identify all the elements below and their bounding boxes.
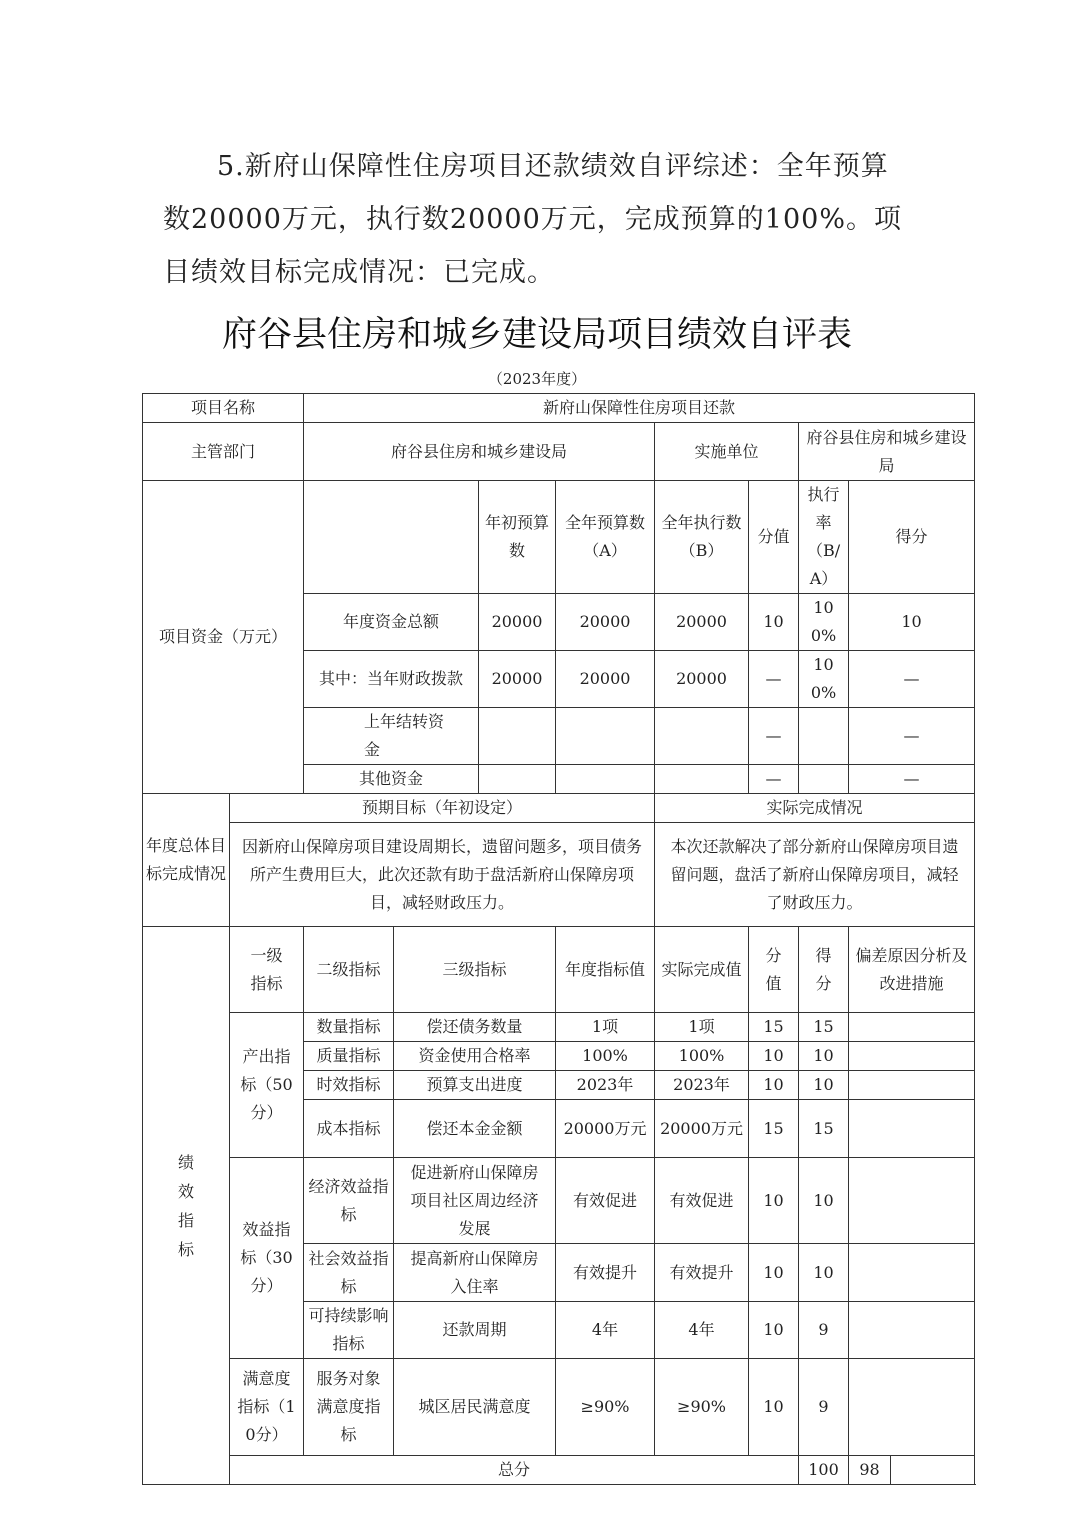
indicator-weight: 10 xyxy=(749,1071,799,1100)
perf-header-score xyxy=(799,927,849,1013)
indicator-target: 有效提升 xyxy=(556,1244,655,1302)
indicator-target: ≥90% xyxy=(556,1359,655,1456)
fund-weight: — xyxy=(749,708,799,765)
indicator-l2: 时效指标 xyxy=(304,1071,394,1100)
fund-header-executed: 全年执行数（B） xyxy=(655,481,749,594)
dept-label: 主管部门 xyxy=(143,423,304,481)
indicator-l2: 质量指标 xyxy=(304,1042,394,1071)
indicator-actual: 有效提升 xyxy=(655,1244,749,1302)
project-name-label: 项目名称 xyxy=(143,394,304,423)
indicator-weight: 10 xyxy=(749,1302,799,1359)
output-label xyxy=(230,1013,304,1158)
funds-label: 项目资金（万元） xyxy=(143,481,304,794)
fund-rate xyxy=(799,708,849,765)
goal-actual: 本次还款解决了部分新府山保障房项目遗留问题，盘活了新府山保障房项目，减轻了财政压力。 xyxy=(655,823,975,927)
indicator-note xyxy=(849,1158,975,1244)
fund-header-rate: 执行率（B/A） xyxy=(799,481,849,594)
total-note xyxy=(891,1456,975,1485)
indicator-l3: 促进新府山保障房项目社区周边经济发展 xyxy=(394,1158,556,1244)
indicator-note xyxy=(849,1042,975,1071)
fund-annual xyxy=(556,708,655,765)
indicator-weight: 10 xyxy=(749,1244,799,1302)
indicator-score: 10 xyxy=(799,1042,849,1071)
performance-table xyxy=(142,393,975,1485)
indicator-target: 1项 xyxy=(556,1013,655,1042)
indicator-l3: 预算支出进度 xyxy=(394,1071,556,1100)
indicator-target: 有效促进 xyxy=(556,1158,655,1244)
indicator-row xyxy=(143,1359,975,1456)
indicator-score: 15 xyxy=(799,1100,849,1158)
total-label: 总分 xyxy=(230,1456,799,1485)
indicator-score: 9 xyxy=(799,1302,849,1359)
fund-weight: 10 xyxy=(749,594,799,651)
perf-header-actual: 实际完成值 xyxy=(655,927,749,1013)
indicator-weight: 15 xyxy=(749,1013,799,1042)
perf-label-text: 绩效指标 xyxy=(177,1152,194,1259)
fund-score: 10 xyxy=(849,594,975,651)
indicator-l3: 提高新府山保障房入住率 xyxy=(394,1244,556,1302)
indicator-score: 10 xyxy=(799,1071,849,1100)
fund-header-blank xyxy=(304,481,479,594)
indicator-note xyxy=(849,1013,975,1042)
indicator-l2: 社会效益指标 xyxy=(304,1244,394,1302)
fund-executed: 20000 xyxy=(655,651,749,708)
intro-text: 5.新府山保障性住房项目还款绩效自评综述：全年预算数20000万元，执行数20000万元，完成预算的100%。项目绩效目标完成情况：已完成。 xyxy=(163,151,902,288)
indicator-row xyxy=(143,1158,975,1244)
indicator-note xyxy=(849,1071,975,1100)
indicator-actual: 2023年 xyxy=(655,1071,749,1100)
indicator-target: 20000万元 xyxy=(556,1100,655,1158)
fund-initial xyxy=(479,708,556,765)
project-name: 新府山保障性住房项目还款 xyxy=(304,394,975,423)
perf-header-weight-text: 分值 xyxy=(765,945,782,993)
dept-value: 府谷县住房和城乡建设局 xyxy=(304,423,655,481)
fund-executed: 20000 xyxy=(655,594,749,651)
row-total xyxy=(143,1456,975,1485)
row-goal-header xyxy=(143,794,975,823)
fund-executed xyxy=(655,708,749,765)
fund-name: 年度资金总额 xyxy=(304,594,479,651)
goal-actual-header: 实际完成情况 xyxy=(655,794,975,823)
fund-header-weight: 分值 xyxy=(749,481,799,594)
row-goal-content xyxy=(143,823,975,927)
satisfaction-label-text: 满意度指标（10分） xyxy=(237,1369,296,1444)
row-project-name xyxy=(143,394,975,423)
perf-label xyxy=(143,927,230,1485)
indicator-score: 10 xyxy=(799,1158,849,1244)
row-department xyxy=(143,423,975,481)
perf-header-note: 偏差原因分析及改进措施 xyxy=(849,927,975,1013)
indicator-score: 10 xyxy=(799,1244,849,1302)
indicator-l3: 资金使用合格率 xyxy=(394,1042,556,1071)
indicator-note xyxy=(849,1100,975,1158)
perf-header-score-text: 得分 xyxy=(815,945,832,993)
fund-executed xyxy=(655,765,749,794)
intro-paragraph xyxy=(163,140,915,299)
fund-header-score: 得分 xyxy=(849,481,975,594)
fund-annual xyxy=(556,765,655,794)
fund-score: — xyxy=(849,651,975,708)
benefit-label-text: 效益指标（30分） xyxy=(240,1220,293,1295)
fund-weight: — xyxy=(749,651,799,708)
perf-header-l1 xyxy=(230,927,304,1013)
fund-weight: — xyxy=(749,765,799,794)
indicator-weight: 15 xyxy=(749,1100,799,1158)
indicator-actual: 20000万元 xyxy=(655,1100,749,1158)
goal-label: 年度总体目标完成情况 xyxy=(143,794,230,927)
fund-annual: 20000 xyxy=(556,594,655,651)
fund-name-text: 上年结转资金 xyxy=(364,712,445,759)
perf-header-target: 年度指标值 xyxy=(556,927,655,1013)
perf-header-l3: 三级指标 xyxy=(394,927,556,1013)
indicator-l2: 成本指标 xyxy=(304,1100,394,1158)
indicator-weight: 10 xyxy=(749,1158,799,1244)
total-weight: 100 xyxy=(799,1456,849,1485)
perf-header-l1-text: 一级指标 xyxy=(250,945,283,993)
goal-expected-header: 预期目标（年初设定） xyxy=(230,794,655,823)
fund-score: — xyxy=(849,708,975,765)
fund-header-annual: 全年预算数（A） xyxy=(556,481,655,594)
indicator-score: 9 xyxy=(799,1359,849,1456)
indicator-actual: 4年 xyxy=(655,1302,749,1359)
satisfaction-label xyxy=(230,1359,304,1456)
fund-rate: 100% xyxy=(799,594,849,651)
perf-header-l2: 二级指标 xyxy=(304,927,394,1013)
benefit-label xyxy=(230,1158,304,1359)
indicator-weight: 10 xyxy=(749,1359,799,1456)
indicator-note xyxy=(849,1359,975,1456)
indicator-row xyxy=(143,1013,975,1042)
fund-initial xyxy=(479,765,556,794)
indicator-l3: 还款周期 xyxy=(394,1302,556,1359)
row-perf-header xyxy=(143,927,975,1013)
fund-name: 其他资金 xyxy=(304,765,479,794)
fund-rate xyxy=(799,765,849,794)
indicator-l3: 城区居民满意度 xyxy=(394,1359,556,1456)
output-label-text: 产出指标（50分） xyxy=(240,1047,293,1122)
fund-annual: 20000 xyxy=(556,651,655,708)
indicator-target: 2023年 xyxy=(556,1071,655,1100)
indicator-actual: ≥90% xyxy=(655,1359,749,1456)
indicator-score: 15 xyxy=(799,1013,849,1042)
total-score: 98 xyxy=(849,1456,891,1485)
year-label: （2023年度） xyxy=(487,370,587,388)
indicator-weight: 10 xyxy=(749,1042,799,1071)
row-fund-header xyxy=(143,481,975,594)
indicator-l2: 经济效益指标 xyxy=(304,1158,394,1244)
indicator-l2 xyxy=(304,1359,394,1456)
fund-header-initial: 年初预算数 xyxy=(479,481,556,594)
impl-label: 实施单位 xyxy=(655,423,799,481)
perf-header-weight xyxy=(749,927,799,1013)
fund-name: 其中：当年财政拨款 xyxy=(304,651,479,708)
goal-expected: 因新府山保障房项目建设周期长，遗留问题多，项目债务所产生费用巨大，此次还款有助于盘活新府山保障房项目，减轻财政压力。 xyxy=(230,823,655,927)
indicator-l3: 偿还债务数量 xyxy=(394,1013,556,1042)
indicator-l3: 偿还本金金额 xyxy=(394,1100,556,1158)
fund-name xyxy=(304,708,479,765)
indicator-l2: 可持续影响指标 xyxy=(304,1302,394,1359)
fund-score: — xyxy=(849,765,975,794)
fund-rate: 100% xyxy=(799,651,849,708)
indicator-l2-text: 服务对象满意度指标 xyxy=(316,1369,381,1444)
page-title: 府谷县住房和城乡建设局项目绩效自评表 xyxy=(221,315,852,355)
indicator-actual: 1项 xyxy=(655,1013,749,1042)
indicator-actual: 有效促进 xyxy=(655,1158,749,1244)
fund-initial: 20000 xyxy=(479,594,556,651)
indicator-note xyxy=(849,1244,975,1302)
indicator-target: 4年 xyxy=(556,1302,655,1359)
indicator-actual: 100% xyxy=(655,1042,749,1071)
fund-initial: 20000 xyxy=(479,651,556,708)
impl-value: 府谷县住房和城乡建设局 xyxy=(799,423,975,481)
indicator-target: 100% xyxy=(556,1042,655,1071)
indicator-l2: 数量指标 xyxy=(304,1013,394,1042)
indicator-note xyxy=(849,1302,975,1359)
